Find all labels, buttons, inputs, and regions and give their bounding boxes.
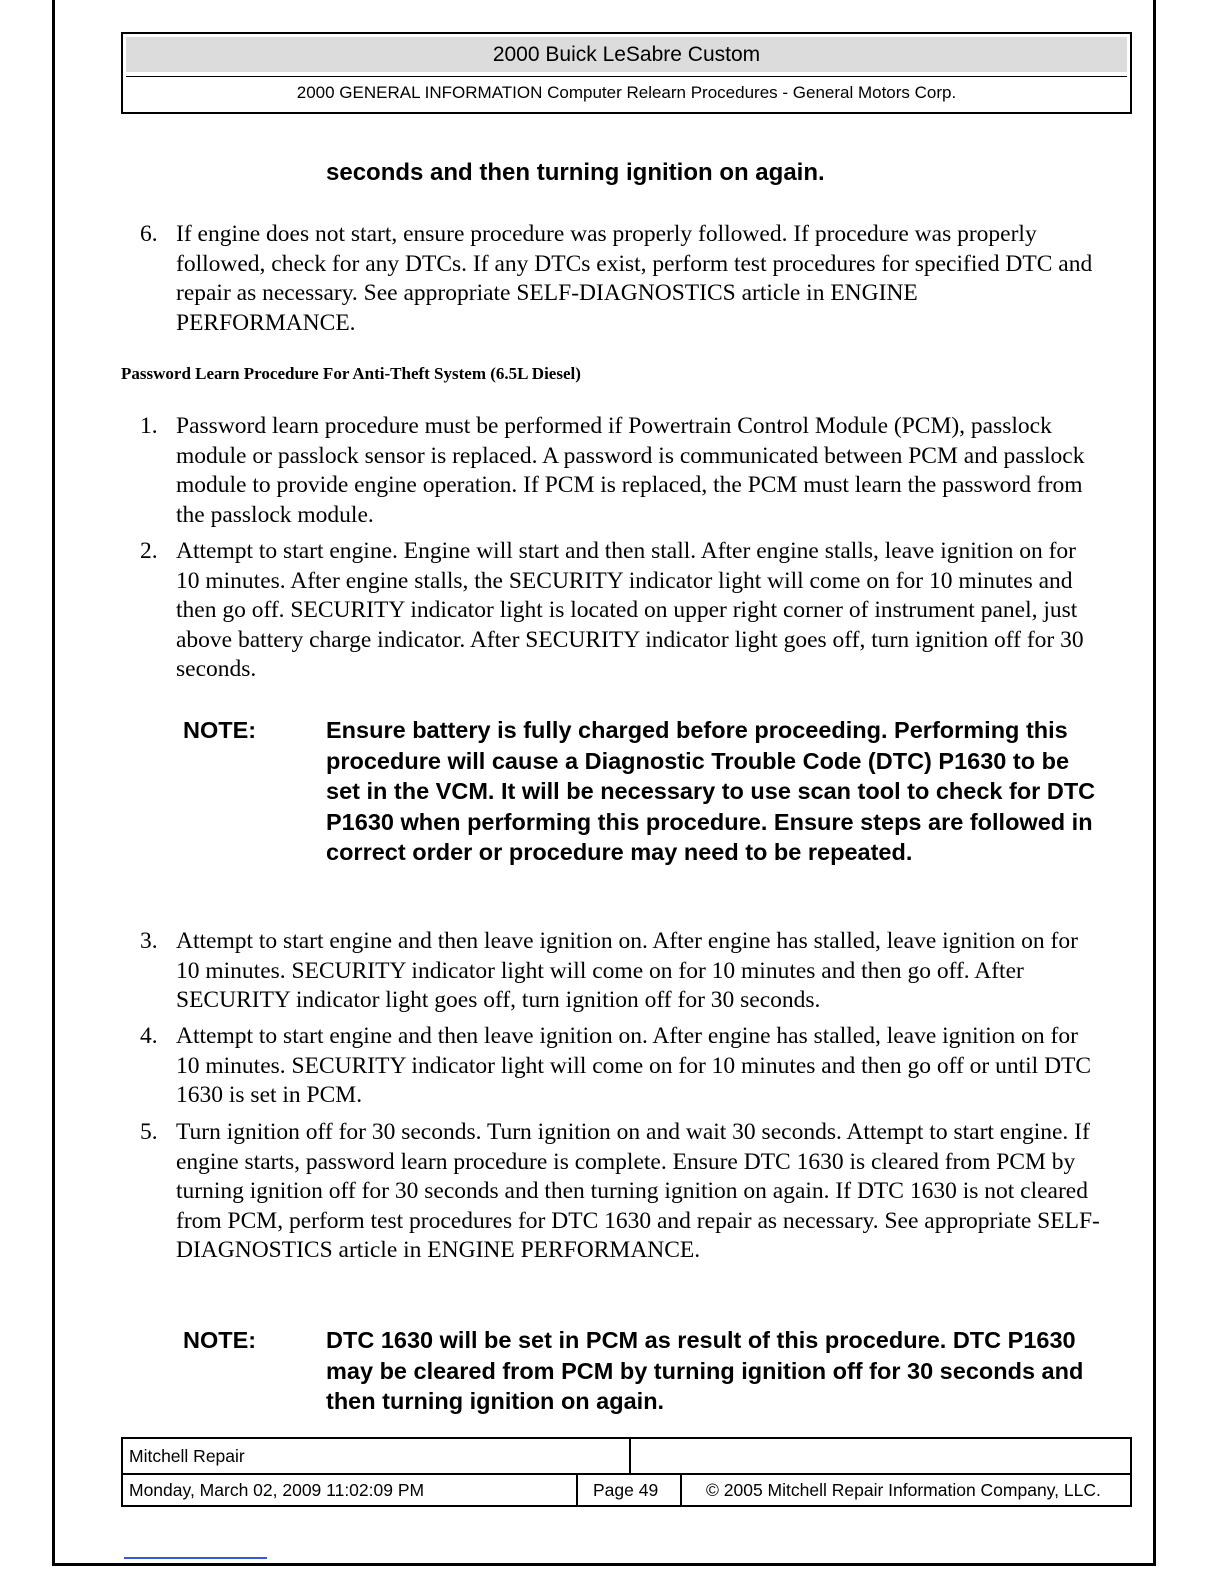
step-text: Attempt to start engine and then leave ignition on. After engine has stalled, leave ignition on for 10 minutes. SECURITY indicator light will come on for 10 minutes and then go off. After SECURITY indicator light goes off, turn ignition off for 30 seconds.	[176, 928, 1078, 1013]
footnote-link-line[interactable]	[124, 1557, 267, 1559]
note-label: NOTE:	[183, 717, 257, 743]
note-continuation: seconds and then turning ignition on again.	[326, 159, 825, 186]
footer-row	[123, 1473, 1130, 1505]
footer-divider	[629, 1439, 631, 1473]
section-heading: Password Learn Procedure For Anti-Theft System (6.5L Diesel)	[121, 364, 581, 383]
footer-date: Monday, March 02, 2009 11:02:09 PM	[129, 1480, 425, 1500]
step-number: 4.	[140, 1023, 158, 1049]
step-number: 6.	[140, 221, 158, 247]
note-label: NOTE:	[183, 1327, 257, 1353]
step-text: If engine does not start, ensure procedure was properly followed. If procedure was properly followed, check for any DTCs. If any DTCs exist, perform test procedures for specified DTC and repair as necessary. See appropriate SELF-DIAGNOSTICS article in ENGINE PERFORMANCE.	[176, 221, 1093, 336]
step-text: Attempt to start engine. Engine will start and then stall. After engine stalls, leave ignition on for 10 minutes. After engine stalls, the SECURITY indicator light will come on for 10 minutes and then go off. SECURITY indicator light is located on upper right corner of instrument panel, just above battery charge indicator. After SECURITY indicator light goes off, turn ignition off for 30 seconds.	[176, 538, 1084, 682]
document-header	[121, 32, 1132, 114]
step-text: Turn ignition off for 30 seconds. Turn ignition on and wait 30 seconds. Attempt to start engine. If engine starts, password learn procedure is complete. Ensure DTC 1630 is cleared from PCM by turning ignition off for 30 seconds and then turning ignition on again. If DTC 1630 is not cleared from PCM, perform test procedures for DTC 1630 and repair as necessary. See appropriate SELF-DIAGNOSTICS article in ENGINE PERFORMANCE.	[176, 1119, 1100, 1263]
footer-company: Mitchell Repair	[129, 1446, 245, 1466]
note-text: DTC 1630 will be set in PCM as result of this procedure. DTC P1630 may be cleared from PCM by turning ignition off for 30 seconds and then turning ignition on again.	[326, 1327, 1084, 1414]
footer-divider	[576, 1473, 578, 1505]
step-number: 1.	[140, 413, 158, 439]
footer-row	[123, 1439, 1130, 1475]
step-text: Attempt to start engine and then leave ignition on. After engine has stalled, leave ignition on for 10 minutes. SECURITY indicator light will come on for 10 minutes and then go off or until DTC 1630 is set in PCM.	[176, 1023, 1092, 1108]
footer-divider	[680, 1473, 682, 1505]
step-number: 3.	[140, 928, 158, 954]
note-text: Ensure battery is fully charged before proceeding. Performing this procedure will cause a Diagnostic Trouble Code (DTC) P1630 to be set in the VCM. It will be necessary to use scan tool to check for DTC P1630 when performing this procedure. Ensure steps are followed in correct order or procedure may need to be repeated.	[326, 717, 1096, 865]
footer-page-number: Page 49	[593, 1480, 659, 1500]
document-footer	[121, 1437, 1132, 1507]
step-number: 2.	[140, 538, 158, 564]
footer-copyright: © 2005 Mitchell Repair Information Company, LLC.	[706, 1480, 1101, 1500]
step-text: Password learn procedure must be performed if Powertrain Control Module (PCM), passlock module or passlock sensor is replaced. A password is communicated between PCM and passlock module to provide engine operation. If PCM is replaced, the PCM must learn the password from the passlock module.	[176, 413, 1085, 528]
step-number: 5.	[140, 1119, 158, 1145]
document-subtitle: 2000 GENERAL INFORMATION Computer Relearn Procedures - General Motors Corp.	[126, 76, 1127, 109]
document-title: 2000 Buick LeSabre Custom	[126, 37, 1127, 72]
